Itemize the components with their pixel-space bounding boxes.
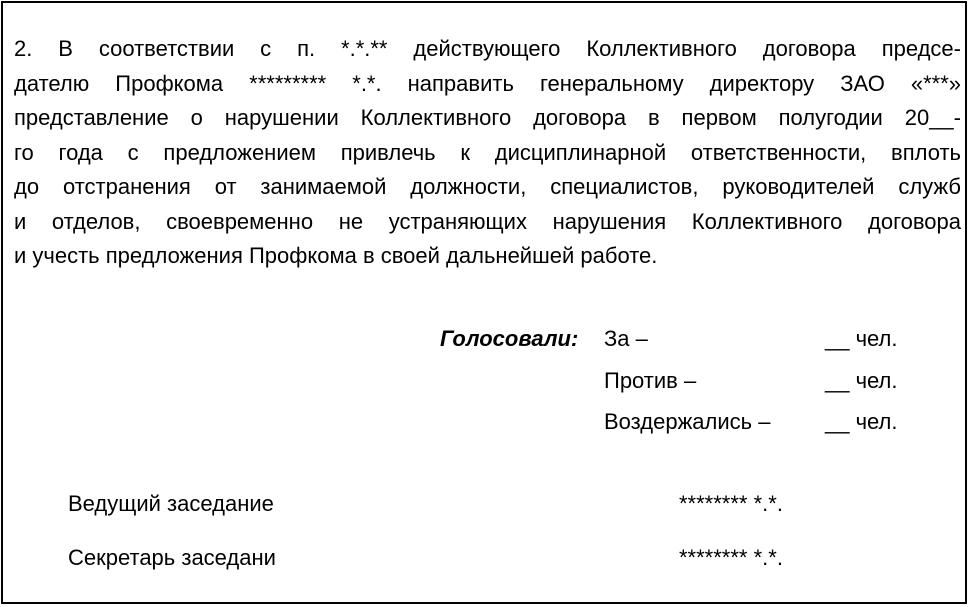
vote-against-count: __ чел. <box>825 368 898 393</box>
paragraph-line: го года с предложением привлечь к дисциплинарной ответственности, вплоть <box>14 139 961 165</box>
vote-abstain-label: Воздержались – <box>604 409 771 434</box>
paragraph-line: представление о нарушении Коллективного договора в первом полугодии 20__- <box>14 105 961 130</box>
vote-for-label: За – <box>604 326 648 351</box>
resolution-paragraph <box>14 32 961 274</box>
paragraph-line: и отделов, своевременно не устраняющих нарушения Коллективного договора <box>14 208 961 234</box>
document-frame <box>1 1 967 604</box>
secretary-role: Секретарь заседани <box>68 545 276 570</box>
paragraph-line: и учесть предложения Профкома в своей дальнейшей работе. <box>14 243 658 268</box>
paragraph-line: до отстранения от занимаемой должности, специалистов, руководителей служб <box>14 174 961 199</box>
vote-abstain-count: __ чел. <box>825 409 898 434</box>
chair-role: Ведущий заседание <box>68 491 274 516</box>
chair-name: ******** *.*. <box>679 491 783 516</box>
vote-against-label: Против – <box>604 368 697 393</box>
voting-label: Голосовали: <box>440 326 579 351</box>
paragraph-line: дателю Профкома ********* *.*. направить генеральному директору ЗАО «***» <box>14 70 961 96</box>
secretary-name: ******** *.*. <box>679 545 783 570</box>
vote-for-count: __ чел. <box>825 326 898 351</box>
paragraph-line: 2. В соответствии с п. *.*.** действующего Коллективного договора предсе- <box>14 36 961 61</box>
